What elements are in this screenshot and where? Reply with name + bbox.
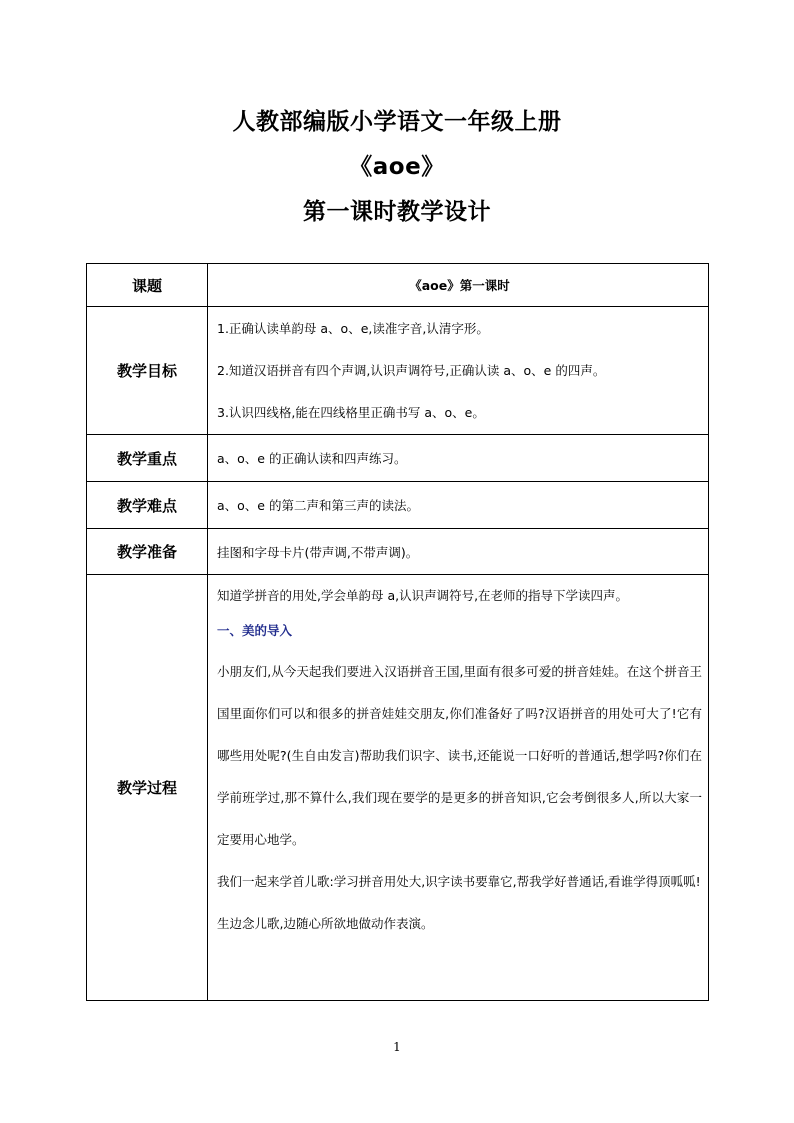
goal-item: 1.正确认读单韵母 a、o、e,读准字音,认清字形。 [217, 320, 489, 336]
lesson-plan-table [86, 263, 709, 1001]
table-row-topic [87, 264, 709, 307]
key-points-value: a、o、e 的正确认读和四声练习。 [208, 435, 709, 482]
process-label: 教学过程 [87, 575, 208, 1001]
goals-label: 教学目标 [87, 307, 208, 435]
table-row-preparation [87, 529, 709, 575]
title-line-textbook: 人教部编版小学语文一年级上册 [232, 109, 562, 135]
table-row-difficulties [87, 482, 709, 529]
topic-label: 课题 [87, 264, 208, 307]
table-row-process [87, 575, 709, 1001]
difficulties-label: 教学难点 [87, 482, 208, 529]
process-paragraph: 小朋友们,从今天起我们要进入汉语拼音王国,里面有很多可爱的拼音娃娃。在这个拼音王国里面你们可以和很多的拼音娃娃交朋友,你们准备好了吗?汉语拼音的用处可大了!它有哪些用处呢?(生自由发言)帮助我们识字、读书,还能说一口好听的普通话,想学吗?你们在学前班学过,那不算什么,我们现在要学的是更多的拼音知识,它会考倒很多人,所以大家一定要用心地学。 [217, 664, 702, 847]
title-line-design: 第一课时教学设计 [303, 199, 491, 225]
process-paragraph: 生边念儿歌,边随心所欲地做动作表演。 [217, 916, 434, 931]
process-content [208, 575, 709, 1001]
difficulties-value: a、o、e 的第二声和第三声的读法。 [208, 482, 709, 529]
table-row-key-points [87, 435, 709, 482]
process-intro: 知道学拼音的用处,学会单韵母 a,认识声调符号,在老师的指导下学读四声。 [217, 588, 629, 603]
topic-value: 《aoe》第一课时 [208, 264, 709, 307]
goal-item: 3.认识四线格,能在四线格里正确书写 a、o、e。 [217, 404, 485, 420]
key-points-label: 教学重点 [87, 435, 208, 482]
table-row-goals [87, 307, 709, 435]
goals-content [208, 307, 709, 435]
document-title [0, 100, 794, 235]
title-line-lesson: 《aoe》 [349, 154, 445, 180]
process-paragraph: 我们一起来学首儿歌:学习拼音用处大,识字读书要靠它,帮我学好普通话,看谁学得顶呱呱! [217, 874, 701, 889]
preparation-label: 教学准备 [87, 529, 208, 575]
section-heading: 一、美的导入 [217, 623, 293, 638]
page-number: 1 [393, 1040, 401, 1054]
preparation-value: 挂图和字母卡片(带声调,不带声调)。 [208, 529, 709, 575]
goal-item: 2.知道汉语拼音有四个声调,认识声调符号,正确认读 a、o、e 的四声。 [217, 362, 606, 378]
